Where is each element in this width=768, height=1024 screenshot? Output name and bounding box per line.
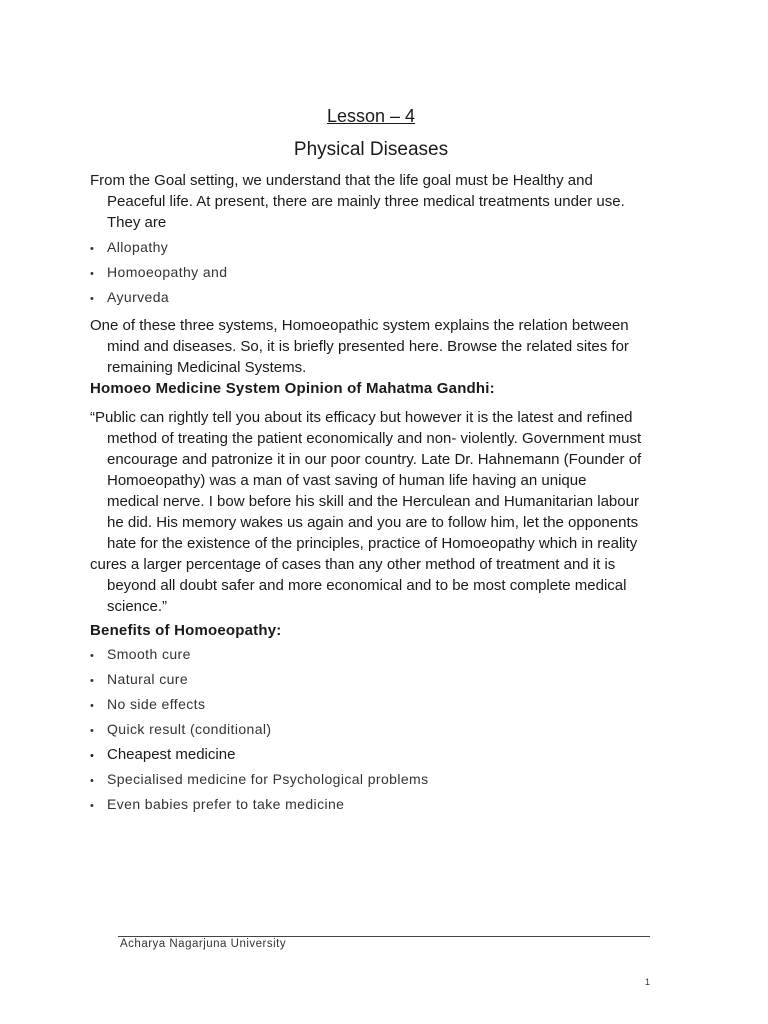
systems-paragraph [90,315,660,378]
bullet-icon: • [90,268,95,280]
systems-line: mind and diseases. So, it is briefly presented here. Browse the related sites for [107,338,629,355]
systems-line: One of these three systems, Homoeopathic system explains the relation between [90,317,629,334]
bullet-icon: • [90,675,95,687]
quote-line: science.” [107,598,168,615]
bullet-icon: • [90,650,95,662]
quote-line: hate for the existence of the principles, practice of Homoeopathy which in reality [107,535,638,552]
quote-line: he did. His memory wakes us again and you are to follow him, let the opponents [107,514,639,531]
quote-line: cures a larger percentage of cases than any other method of treatment and it is [90,556,616,573]
treatments-list [90,235,227,310]
list-item: • Smooth cure [90,642,429,667]
list-item: • Quick result (conditional) [90,717,429,742]
bullet-icon: • [90,293,95,305]
bullet-icon: • [90,750,94,762]
list-item: • Specialised medicine for Psychological problems [90,767,429,792]
page-number: 1 [645,977,651,987]
list-item: • Allopathy [90,235,227,260]
gandhi-quote [90,407,660,617]
quote-line: Homoeopathy) was a man of vast saving of human life having an unique [107,472,587,489]
list-item: • Homoeopathy and [90,260,227,285]
quote-line: medical nerve. I bow before his skill and the Herculean and Humanitarian labour [107,493,639,510]
quote-line: encourage and patronize it in our poor country. Late Dr. Hahnemann (Founder of [107,451,642,468]
bullet-icon: • [90,800,95,812]
gandhi-heading: Homoeo Medicine System Opinion of Mahatma Gandhi: [90,380,495,397]
intro-line: Peaceful life. At present, there are mainly three medical treatments under use. [107,193,625,210]
page-title: Physical Diseases [293,139,449,160]
list-item: • Ayurveda [90,285,227,310]
lesson-number: Lesson – 4 [326,106,416,126]
bullet-icon: • [90,700,95,712]
bullet-icon: • [90,775,95,787]
list-item: • No side effects [90,692,429,717]
intro-paragraph [90,170,660,233]
bullet-icon: • [90,725,95,737]
benefits-heading: Benefits of Homoeopathy: [90,622,282,639]
benefits-list [90,642,429,817]
list-item: • Natural cure [90,667,429,692]
intro-line: From the Goal setting, we understand that the life goal must be Healthy and [90,172,593,189]
bullet-icon: • [90,243,95,255]
list-item: • Cheapest medicine [90,742,429,767]
quote-line: beyond all doubt safer and more economical and to be most complete medical [107,577,627,594]
systems-line: remaining Medicinal Systems. [107,359,307,376]
quote-line: “Public can rightly tell you about its efficacy but however it is the latest and refined [90,409,633,426]
footer-university: Acharya Nagarjuna University [120,938,287,950]
footer-divider [118,936,650,937]
list-item: • Even babies prefer to take medicine [90,792,429,817]
quote-line: method of treating the patient economically and non- violently. Government must [107,430,642,447]
intro-line: They are [107,214,167,231]
